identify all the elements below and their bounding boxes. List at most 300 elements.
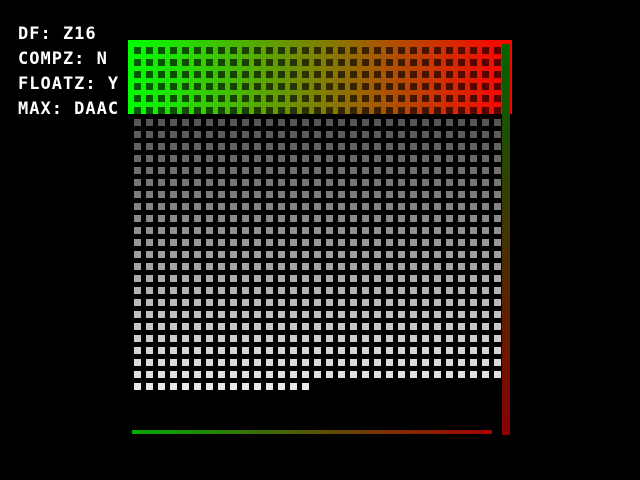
depth-cell [206, 167, 213, 174]
depth-cell [146, 227, 153, 234]
depth-cell [458, 227, 465, 234]
depth-cell [290, 371, 297, 378]
depth-cell [242, 311, 249, 318]
depth-cell [422, 107, 429, 114]
depth-cell [326, 107, 333, 114]
depth-cell [194, 203, 201, 210]
depth-cell [158, 239, 165, 246]
depth-cell [218, 311, 225, 318]
depth-cell [326, 359, 333, 366]
depth-cell [254, 191, 261, 198]
depth-cell [446, 203, 453, 210]
depth-cell [374, 131, 381, 138]
depth-cell [326, 167, 333, 174]
depth-cell [146, 143, 153, 150]
depth-cell [146, 155, 153, 162]
depth-cell [494, 359, 501, 366]
depth-cell [170, 179, 177, 186]
depth-cell [338, 347, 345, 354]
depth-cell [422, 155, 429, 162]
depth-cell [242, 371, 249, 378]
depth-cell [422, 287, 429, 294]
depth-cell [146, 335, 153, 342]
depth-cell [398, 323, 405, 330]
depth-cell [254, 131, 261, 138]
depth-cell [482, 263, 489, 270]
depth-cell [194, 179, 201, 186]
depth-cell [134, 131, 141, 138]
depth-cell [314, 275, 321, 282]
depth-cell [338, 275, 345, 282]
depth-cell [206, 275, 213, 282]
depth-cell [386, 131, 393, 138]
depth-cell [374, 335, 381, 342]
depth-cell [290, 239, 297, 246]
depth-cell [326, 347, 333, 354]
depth-cell [230, 227, 237, 234]
depth-cell [470, 107, 477, 114]
depth-cell [134, 179, 141, 186]
depth-cell [242, 203, 249, 210]
depth-cell [494, 83, 501, 90]
depth-cell [410, 251, 417, 258]
depth-cell [482, 311, 489, 318]
depth-cell [338, 191, 345, 198]
depth-cell [386, 251, 393, 258]
depth-cell [266, 359, 273, 366]
depth-cell [218, 95, 225, 102]
depth-cell [194, 83, 201, 90]
depth-cell [338, 203, 345, 210]
depth-cell [494, 119, 501, 126]
depth-cell [158, 359, 165, 366]
depth-cell [170, 215, 177, 222]
depth-cell [314, 95, 321, 102]
depth-cell [194, 47, 201, 54]
depth-cell [362, 179, 369, 186]
depth-cell [278, 131, 285, 138]
depth-cell [410, 107, 417, 114]
depth-cell [242, 95, 249, 102]
depth-cell [290, 251, 297, 258]
depth-cell [230, 311, 237, 318]
depth-cell [134, 59, 141, 66]
depth-cell [470, 71, 477, 78]
depth-cell [398, 143, 405, 150]
depth-cell [254, 359, 261, 366]
depth-cell [422, 191, 429, 198]
depth-cell [314, 311, 321, 318]
depth-cell [302, 347, 309, 354]
depth-cell [302, 71, 309, 78]
depth-cell [134, 311, 141, 318]
depth-cell [242, 47, 249, 54]
depth-cell [326, 251, 333, 258]
depth-cell [314, 59, 321, 66]
depth-cell [278, 47, 285, 54]
depth-cell [266, 167, 273, 174]
depth-cell [482, 191, 489, 198]
depth-cell [194, 275, 201, 282]
depth-cell [350, 239, 357, 246]
depth-cell [194, 311, 201, 318]
depth-cell [398, 227, 405, 234]
depth-cell [170, 71, 177, 78]
depth-cell [182, 263, 189, 270]
depth-cell [326, 299, 333, 306]
depth-cell [482, 131, 489, 138]
depth-cell [338, 263, 345, 270]
depth-cell [158, 383, 165, 390]
depth-cell [422, 203, 429, 210]
depth-cell [158, 167, 165, 174]
depth-cell [290, 347, 297, 354]
depth-cell [446, 215, 453, 222]
depth-cell [218, 167, 225, 174]
depth-cell [290, 59, 297, 66]
depth-cell [494, 275, 501, 282]
depth-cell [242, 107, 249, 114]
depth-cell [326, 143, 333, 150]
depth-cell [338, 167, 345, 174]
depth-cell [386, 239, 393, 246]
depth-cell [386, 119, 393, 126]
depth-cell [206, 191, 213, 198]
depth-cell [350, 227, 357, 234]
depth-cell [470, 179, 477, 186]
depth-cell [158, 59, 165, 66]
depth-cell [218, 287, 225, 294]
depth-cell [302, 323, 309, 330]
depth-cell [458, 167, 465, 174]
depth-cell [470, 335, 477, 342]
depth-cell [206, 383, 213, 390]
depth-cell [494, 95, 501, 102]
depth-cell [482, 83, 489, 90]
depth-cell [242, 167, 249, 174]
depth-cell [218, 263, 225, 270]
depth-cell [494, 323, 501, 330]
depth-cell [458, 119, 465, 126]
depth-cell [194, 119, 201, 126]
depth-cell [338, 155, 345, 162]
depth-cell [278, 359, 285, 366]
depth-cell [254, 251, 261, 258]
depth-cell [134, 371, 141, 378]
depth-cell [134, 383, 141, 390]
depth-cell [230, 383, 237, 390]
depth-cell [458, 335, 465, 342]
depth-cell [458, 275, 465, 282]
depth-cell [158, 131, 165, 138]
depth-cell [158, 287, 165, 294]
depth-cell [302, 263, 309, 270]
depth-cell [398, 287, 405, 294]
depth-cell [218, 131, 225, 138]
depth-cell [170, 191, 177, 198]
depth-cell [194, 131, 201, 138]
depth-cell [398, 191, 405, 198]
depth-cell [350, 299, 357, 306]
depth-cell [230, 263, 237, 270]
depth-cell [206, 287, 213, 294]
depth-cell [470, 371, 477, 378]
depth-cell [398, 239, 405, 246]
depth-cell [314, 143, 321, 150]
depth-cell [206, 239, 213, 246]
depth-cell [242, 59, 249, 66]
depth-cell [146, 167, 153, 174]
depth-cell [254, 335, 261, 342]
depth-cell [410, 239, 417, 246]
depth-cell [386, 203, 393, 210]
depth-cell [446, 287, 453, 294]
depth-cell [290, 215, 297, 222]
depth-cell [338, 119, 345, 126]
depth-cell [134, 191, 141, 198]
depth-cell [458, 95, 465, 102]
depth-cell [386, 335, 393, 342]
depth-cell [470, 311, 477, 318]
depth-cell [458, 299, 465, 306]
depth-cell [482, 227, 489, 234]
depth-cell [230, 203, 237, 210]
depth-cell [374, 359, 381, 366]
depth-cell [290, 83, 297, 90]
depth-cell [314, 299, 321, 306]
depth-cell [386, 71, 393, 78]
depth-cell [218, 299, 225, 306]
depth-cell [446, 251, 453, 258]
depth-cell [218, 371, 225, 378]
depth-cell [434, 131, 441, 138]
depth-cell [494, 287, 501, 294]
depth-cell [242, 227, 249, 234]
depth-cell [446, 191, 453, 198]
depth-cell [338, 95, 345, 102]
depth-cell [278, 143, 285, 150]
depth-cell [410, 95, 417, 102]
depth-cell [374, 263, 381, 270]
depth-cell [386, 359, 393, 366]
depth-cell [470, 119, 477, 126]
depth-cell [170, 359, 177, 366]
depth-cell [326, 287, 333, 294]
depth-cell [314, 83, 321, 90]
depth-cell [194, 143, 201, 150]
depth-cell [326, 83, 333, 90]
depth-cell [350, 179, 357, 186]
depth-cell [266, 59, 273, 66]
depth-cell [422, 371, 429, 378]
depth-cell [266, 251, 273, 258]
depth-cell [482, 155, 489, 162]
depth-cell [362, 107, 369, 114]
depth-cell [146, 95, 153, 102]
depth-cell [314, 191, 321, 198]
depth-cell [158, 227, 165, 234]
depth-cell [182, 335, 189, 342]
depth-cell [410, 371, 417, 378]
depth-cell [194, 155, 201, 162]
depth-cell [170, 251, 177, 258]
depth-cell [206, 107, 213, 114]
depth-cell [398, 119, 405, 126]
depth-cell [194, 371, 201, 378]
depth-cell [254, 323, 261, 330]
depth-cell [338, 251, 345, 258]
depth-cell [182, 179, 189, 186]
depth-cell [470, 215, 477, 222]
depth-cell [302, 83, 309, 90]
depth-cell [326, 131, 333, 138]
depth-cell [314, 323, 321, 330]
depth-cell [134, 215, 141, 222]
depth-cell [350, 359, 357, 366]
depth-cell [362, 251, 369, 258]
depth-cell [482, 59, 489, 66]
depth-cell [410, 263, 417, 270]
depth-cell [350, 323, 357, 330]
depth-cell [170, 287, 177, 294]
depth-cell [242, 359, 249, 366]
depth-cell [314, 359, 321, 366]
depth-cell [398, 335, 405, 342]
depth-cell [146, 347, 153, 354]
depth-cell [146, 323, 153, 330]
depth-cell [470, 251, 477, 258]
depth-cell [182, 239, 189, 246]
depth-cell [230, 347, 237, 354]
depth-cell [158, 215, 165, 222]
depth-cell [422, 83, 429, 90]
depth-cell [134, 167, 141, 174]
depth-cell [230, 95, 237, 102]
depth-cell [194, 335, 201, 342]
depth-cell [374, 107, 381, 114]
depth-cell [446, 359, 453, 366]
depth-cell [458, 251, 465, 258]
depth-cell [242, 335, 249, 342]
depth-cell [230, 215, 237, 222]
depth-cell [410, 167, 417, 174]
depth-cell [494, 71, 501, 78]
depth-cell [446, 143, 453, 150]
depth-cell [182, 371, 189, 378]
depth-cell [338, 311, 345, 318]
depth-cell [422, 179, 429, 186]
depth-cell [410, 287, 417, 294]
depth-cell [206, 347, 213, 354]
depth-cell [218, 47, 225, 54]
depth-cell [230, 179, 237, 186]
depth-cell [458, 371, 465, 378]
depth-cell [386, 275, 393, 282]
depth-cell [362, 299, 369, 306]
depth-cell [410, 347, 417, 354]
depth-cell [446, 311, 453, 318]
depth-cell [182, 347, 189, 354]
depth-cell [350, 311, 357, 318]
depth-cell [374, 203, 381, 210]
depth-cell [326, 263, 333, 270]
depth-cell [170, 119, 177, 126]
depth-cell [266, 143, 273, 150]
depth-cell [290, 119, 297, 126]
depth-cell [266, 83, 273, 90]
depth-cell [386, 47, 393, 54]
depth-cell [482, 371, 489, 378]
depth-cell [386, 299, 393, 306]
depth-cell [422, 71, 429, 78]
depth-cell [410, 119, 417, 126]
depth-cell [410, 215, 417, 222]
depth-cell [254, 263, 261, 270]
depth-cell [158, 335, 165, 342]
depth-cell [182, 119, 189, 126]
depth-cell [302, 131, 309, 138]
depth-cell [350, 251, 357, 258]
depth-cell [146, 131, 153, 138]
depth-cell [266, 71, 273, 78]
depth-cell [338, 59, 345, 66]
depth-cell [254, 107, 261, 114]
depth-cell [134, 95, 141, 102]
depth-cell [266, 239, 273, 246]
depth-cell [374, 215, 381, 222]
depth-cell [494, 203, 501, 210]
depth-cell [146, 47, 153, 54]
depth-cell [362, 155, 369, 162]
depth-cell [134, 299, 141, 306]
depth-cell [146, 107, 153, 114]
depth-cell [398, 59, 405, 66]
depth-cell [350, 167, 357, 174]
depth-cell [470, 95, 477, 102]
depth-cell [410, 275, 417, 282]
depth-cell [458, 347, 465, 354]
depth-cell [230, 287, 237, 294]
depth-cell [278, 191, 285, 198]
depth-cell [254, 383, 261, 390]
compressed-z-readout: COMPZ: N [18, 49, 108, 69]
depth-cell [446, 299, 453, 306]
depth-cell [386, 83, 393, 90]
depth-cell [230, 71, 237, 78]
depth-cell [350, 71, 357, 78]
depth-cell [278, 311, 285, 318]
depth-cell [314, 131, 321, 138]
depth-cell [458, 71, 465, 78]
depth-cell [374, 71, 381, 78]
depth-cell [482, 287, 489, 294]
depth-cell [206, 215, 213, 222]
depth-cell [302, 287, 309, 294]
depth-cell [470, 359, 477, 366]
depth-cell [134, 323, 141, 330]
depth-cell [182, 203, 189, 210]
depth-cell [326, 71, 333, 78]
depth-cell [302, 275, 309, 282]
depth-cell [434, 71, 441, 78]
depth-cell [158, 155, 165, 162]
depth-cell [278, 71, 285, 78]
depth-cell [374, 191, 381, 198]
depth-cell [266, 227, 273, 234]
depth-cell [314, 347, 321, 354]
depth-cell [146, 359, 153, 366]
depth-cell [470, 227, 477, 234]
